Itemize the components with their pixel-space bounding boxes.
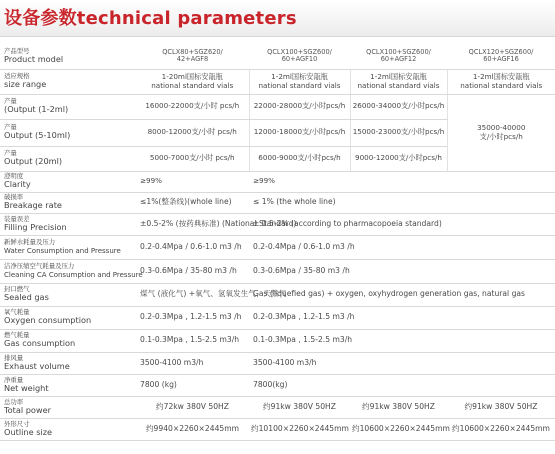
- label-output-5-10ml: 产量 Output (5-10ml): [0, 119, 136, 146]
- model-cell: QCLX100+SGZ600/ 60+AGF10: [249, 44, 350, 69]
- value-cell: 7800 (kg): [136, 374, 249, 396]
- value-cell: 约91kw 380V 50HZ: [249, 396, 350, 418]
- value-cell: 煤气 (液化气) +氧气、氢氧发生气、天然气: [136, 283, 249, 306]
- value-cell: 22000-28000支/小时pcs/h: [249, 94, 350, 119]
- value-cell: 5000-7000支/小时 pcs/h: [136, 146, 249, 171]
- table-row: [0, 374, 555, 396]
- value-cell: 0.2-0.3Mpa , 1.2-1.5 m3 /h: [249, 306, 555, 329]
- value-cell: ≥99%: [249, 171, 555, 192]
- label-output-20ml: 产量 Output (20ml): [0, 146, 136, 171]
- value-cell: ±0.5-2% (按药典标准) (National Standard): [136, 213, 249, 235]
- table-row: [0, 306, 555, 329]
- value-cell-merged: 35000-40000 支/小时pcs/h: [447, 94, 555, 171]
- value-cell: 1-2ml国标安瓿瓶 national standard vials: [447, 69, 555, 94]
- value-cell: 约91kw 380V 50HZ: [447, 396, 555, 418]
- label-product-model: 产品型号 Product model: [0, 44, 136, 69]
- value-cell: 12000-18000支/小时pcs/h: [249, 119, 350, 146]
- label-size-range: 适应规格 size range: [0, 69, 136, 94]
- value-cell: 6000-9000支/小时pcs/h: [249, 146, 350, 171]
- value-cell: 0.2-0.4Mpa / 0.6-1.0 m3 /h: [136, 235, 249, 259]
- value-cell: 0.2-0.3Mpa , 1.2-1.5 m3 /h: [136, 306, 249, 329]
- label-outline-size: 外形尺寸 Outline size: [0, 418, 136, 440]
- table-row: [0, 418, 555, 440]
- table-row: [0, 94, 555, 119]
- value-cell: Gas (liquefied gas) + oxygen, oxyhydrogen generation gas, natural gas: [249, 283, 555, 306]
- table-row: [0, 352, 555, 374]
- parameters-table: [0, 44, 555, 441]
- value-cell: 0.3-0.6Mpa / 35-80 m3 /h: [136, 259, 249, 283]
- page-title: 设备参数technical parameters: [4, 8, 297, 29]
- value-cell: 约10600×2260×2445mm: [447, 418, 555, 440]
- model-cell: QCLX80+SGZ620/ 42+AGF8: [136, 44, 249, 69]
- label-filling-precision: 装量误差 Filling Precision: [0, 213, 136, 235]
- table-row: [0, 192, 555, 213]
- value-cell: 15000-23000支/小时pcs/h: [350, 119, 447, 146]
- table-row: [0, 329, 555, 352]
- value-cell: 0.3-0.6Mpa / 35-80 m3 /h: [249, 259, 555, 283]
- model-cell: QCLX100+SGZ600/ 60+AGF12: [350, 44, 447, 69]
- table-row: [0, 396, 555, 418]
- value-cell: 0.1-0.3Mpa , 1.5-2.5 m3/h: [136, 329, 249, 352]
- label-oxygen-consumption: 氧气耗量 Oxygen consumption: [0, 306, 136, 329]
- value-cell: 约91kw 380V 50HZ: [350, 396, 447, 418]
- value-cell: 约10600×2260×2445mm: [350, 418, 447, 440]
- value-cell: 约10100×2260×2445mm: [249, 418, 350, 440]
- table-row: [0, 171, 555, 192]
- value-cell: 约9940×2260×2445mm: [136, 418, 249, 440]
- value-cell: 1-2ml国标安瓿瓶 national standard vials: [350, 69, 447, 94]
- label-sealed-gas: 封口燃气 Sealed gas: [0, 283, 136, 306]
- table-row: [0, 259, 555, 283]
- value-cell: 9000-12000支/小时pcs/h: [350, 146, 447, 171]
- model-cell: QCLX120+SGZ600/ 60+AGF16: [447, 44, 555, 69]
- value-cell: ≤1%(整条线)(whole line): [136, 192, 249, 213]
- value-cell: 0.2-0.4Mpa / 0.6-1.0 m3 /h: [249, 235, 555, 259]
- value-cell: ± 0.5-2% (according to pharmacopoeia standard): [249, 213, 555, 235]
- label-clarity: 澄明度 Clarity: [0, 171, 136, 192]
- value-cell: ≥99%: [136, 171, 249, 192]
- value-cell: 7800(kg): [249, 374, 555, 396]
- value-cell: 1-20ml国标安瓿瓶 national standard vials: [136, 69, 249, 94]
- value-cell: 3500-4100 m3/h: [249, 352, 555, 374]
- label-exhaust-volume: 排风量 Exhaust volume: [0, 352, 136, 374]
- label-net-weight: 净重量 Net weight: [0, 374, 136, 396]
- value-cell: ≤ 1% (the whole line): [249, 192, 555, 213]
- value-cell: 0.1-0.3Mpa , 1.5-2.5 m3/h: [249, 329, 555, 352]
- value-cell: 1-2ml国标安瓿瓶 national standard vials: [249, 69, 350, 94]
- table-row: [0, 235, 555, 259]
- table-row: [0, 283, 555, 306]
- title-bar: [0, 0, 555, 37]
- label-cleaning-ca: 洁净压缩空气耗量及压力 Cleaning CA Consumption and Pressure: [0, 259, 136, 283]
- label-water-consumption: 新鲜水耗量及压力 Water Consumption and Pressure: [0, 235, 136, 259]
- table-row: [0, 44, 555, 69]
- table-row: [0, 213, 555, 235]
- value-cell: 3500-4100 m3/h: [136, 352, 249, 374]
- table-row: [0, 69, 555, 94]
- label-gas-consumption: 燃气耗量 Gas consumption: [0, 329, 136, 352]
- value-cell: 约72kw 380V 50HZ: [136, 396, 249, 418]
- label-output-1-2ml: 产量 (Output (1-2ml): [0, 94, 136, 119]
- value-cell: 8000-12000支/小时 pcs/h: [136, 119, 249, 146]
- label-total-power: 总功率 Total power: [0, 396, 136, 418]
- label-breakage-rate: 破损率 Breakage rate: [0, 192, 136, 213]
- value-cell: 26000-34000支/小时pcs/h: [350, 94, 447, 119]
- value-cell: 16000-22000支/小时 pcs/h: [136, 94, 249, 119]
